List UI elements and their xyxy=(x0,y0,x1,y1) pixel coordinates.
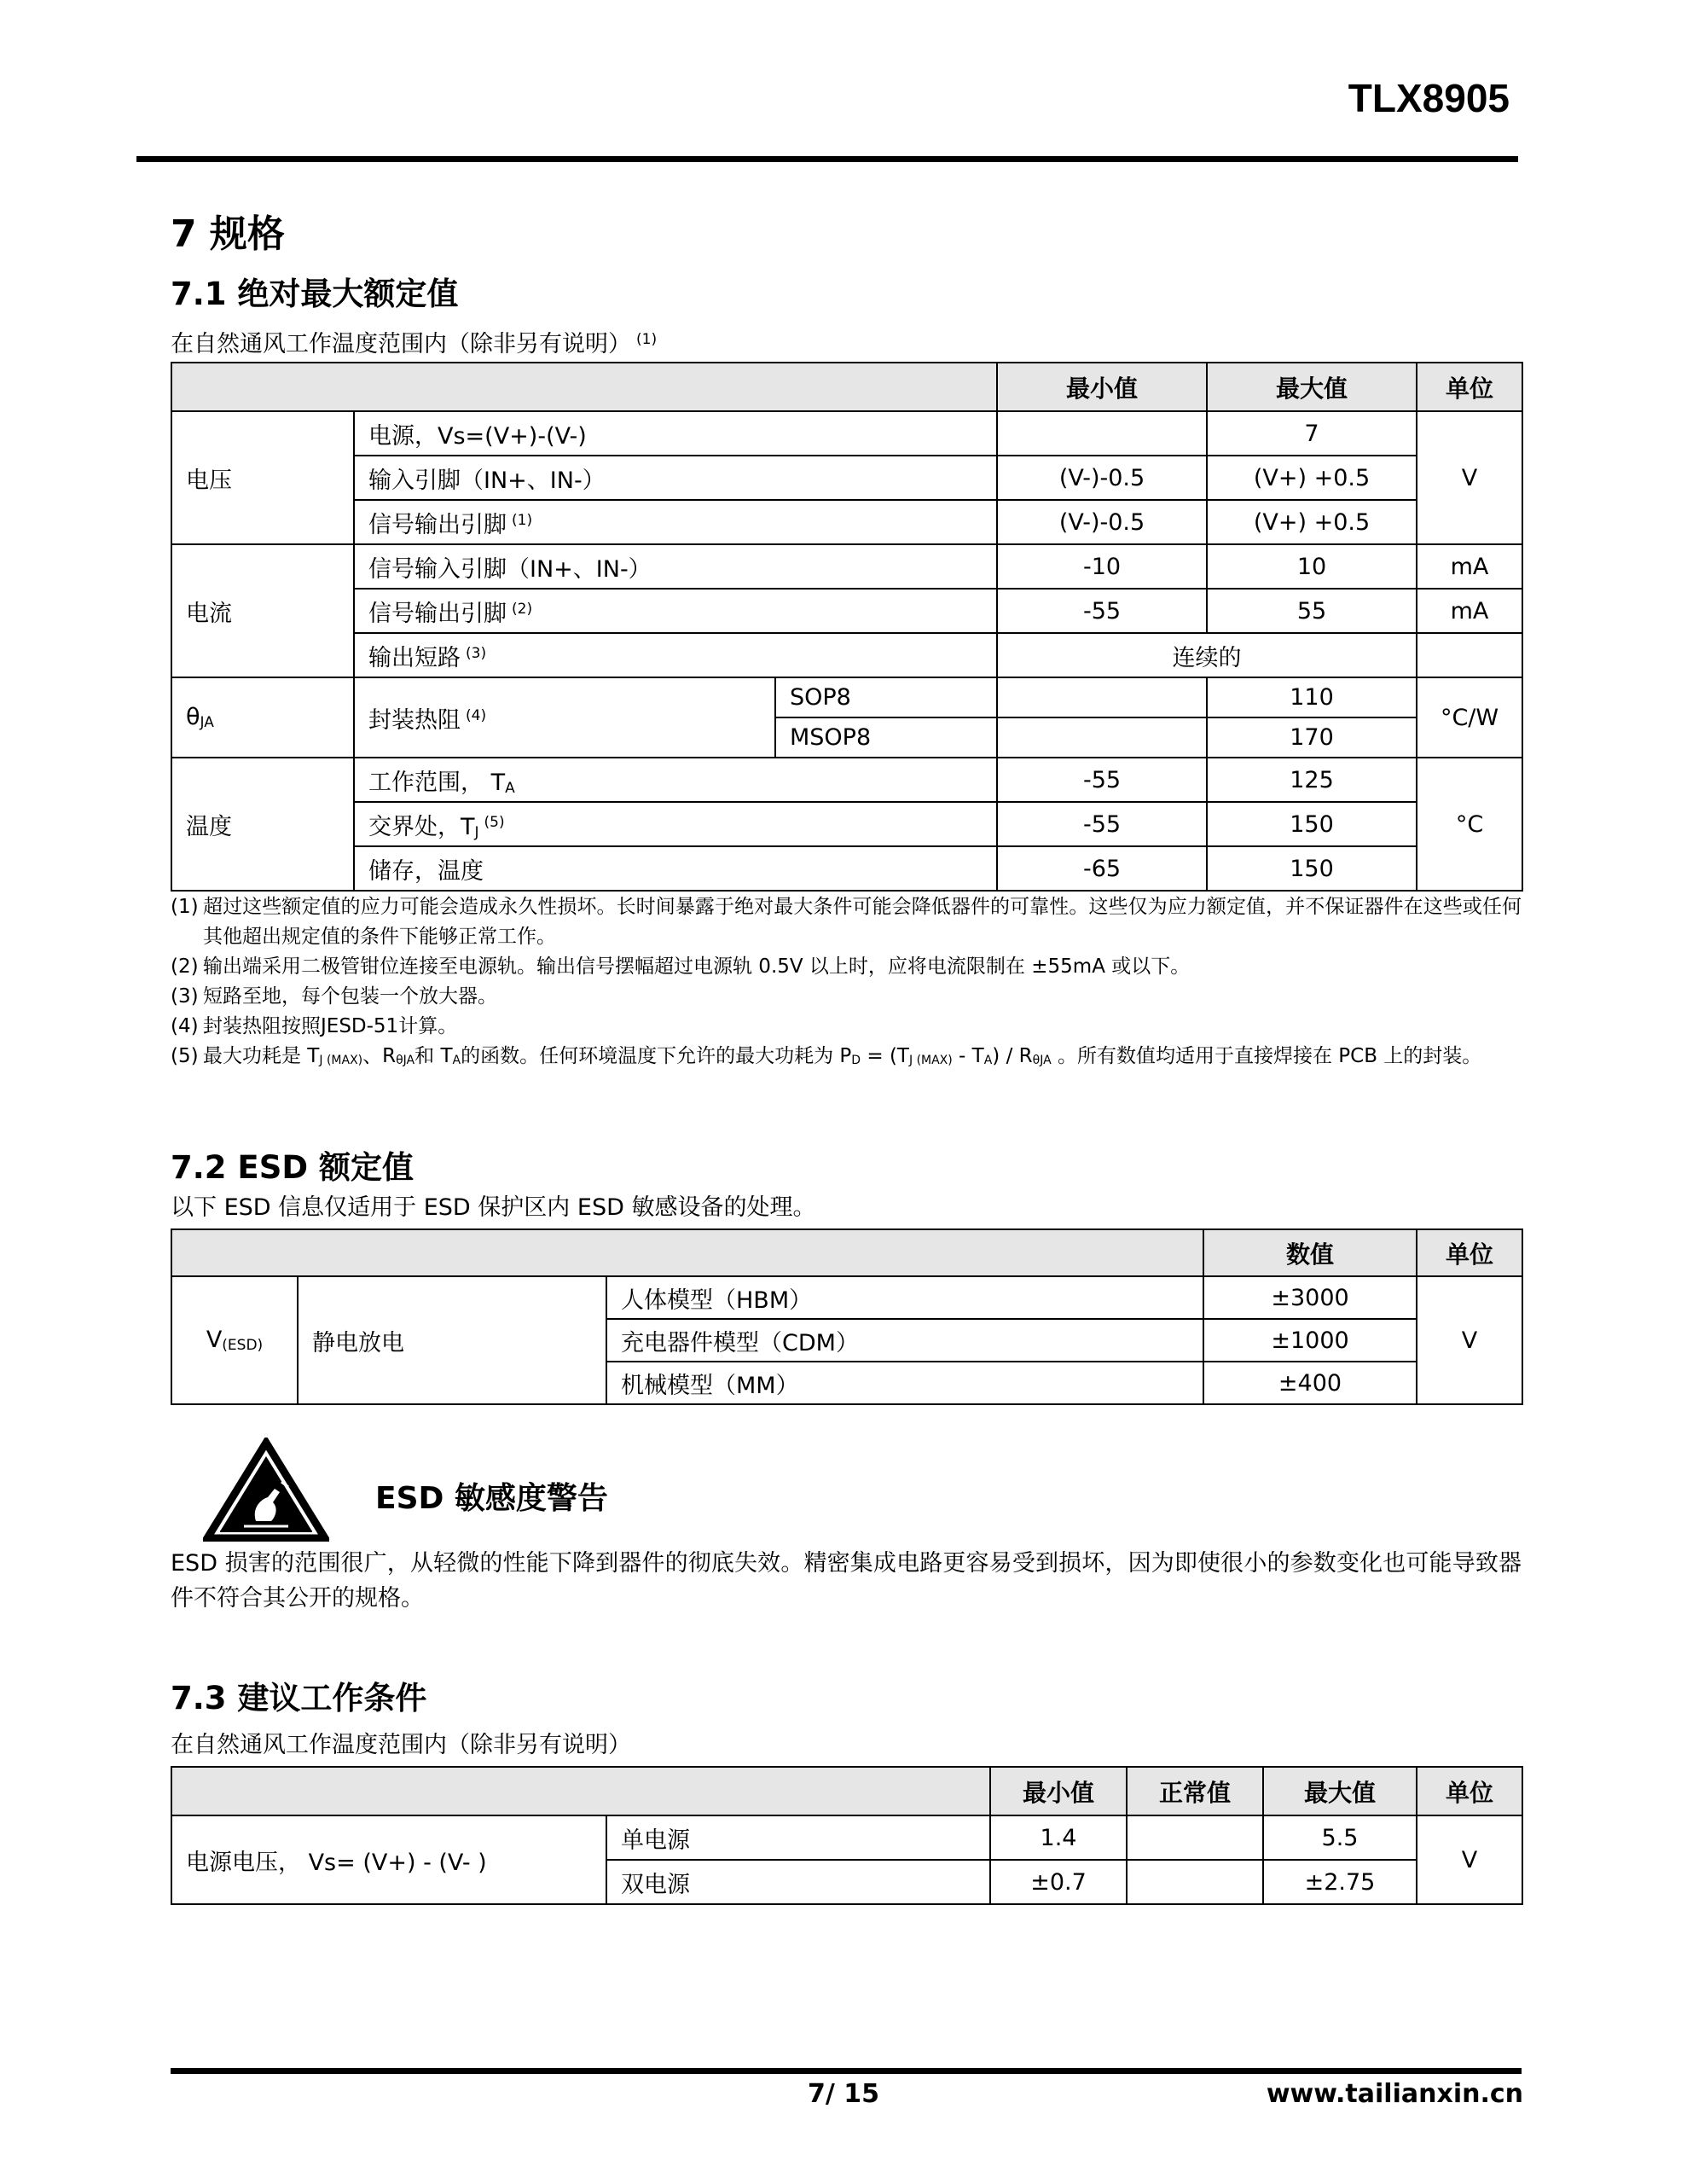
voltage-label: 电压 xyxy=(171,411,354,544)
table-row: 充电器件模型（CDM） ±1000 xyxy=(171,1319,1522,1362)
part-number: TLX8905 xyxy=(1348,76,1510,120)
col-typ: 正常值 xyxy=(1127,1767,1263,1815)
footer-rule xyxy=(171,2068,1522,2074)
note: (4) 封装热阻按照JESD-51计算。 xyxy=(171,1015,458,1037)
note: (3) 短路至地，每个包装一个放大器。 xyxy=(171,985,497,1008)
section-title: 7 规格 xyxy=(171,212,285,256)
table-header-row xyxy=(171,1229,1522,1276)
table-row: 电源电压， Vs= (V+) - (V- ) 单电源 1.4 5.5 V xyxy=(171,1815,1522,1860)
note: (1) 超过这些额定值的应力可能会造成永久性损坏。长时间暴露于绝对最大条件可能会降低器件的可靠性。这些仅为应力额定值，并不保证器件在这些或任何其他超出规定值的条件下能够正常工作。 xyxy=(171,896,1522,948)
table-row: 输出短路 $^{(3)}$ 连续的 xyxy=(171,633,1522,677)
col-unit: 单位 xyxy=(1417,363,1522,411)
table-row: $V_{(ESD)}$ 静电放电 人体模型（HBM） ±3000 V xyxy=(171,1276,1522,1319)
header-rule xyxy=(136,156,1518,162)
rec-op-subtitle: 在自然通风工作温度范围内（除非另有说明） xyxy=(171,1732,631,1758)
col-unit: 单位 xyxy=(1417,1767,1522,1815)
note: (2) 输出端采用二极管钳位连接至电源轨。输出信号摆幅超过电源轨 0.5V 以上时，应将电流限制在 ±55mA 或以下。 xyxy=(171,956,1191,978)
col-unit: 单位 xyxy=(1417,1229,1522,1276)
table-row: 信号输出引脚 $^{(2)}$ -55 55 mA xyxy=(171,589,1522,633)
table-row: 机械模型（MM） ±400 xyxy=(171,1362,1522,1404)
table-row: 信号输出引脚 $^{(1)}$ (V-)-0.5 (V+) +0.5 xyxy=(171,500,1522,544)
esd-warning-icon xyxy=(203,1438,329,1542)
table-header-row xyxy=(171,363,1522,411)
table-row: 双电源 ±0.7 ±2.75 xyxy=(171,1860,1522,1904)
theta-ja: $\theta_{JA}$ xyxy=(171,677,354,758)
table-row: 电压 电源，Vs=(V+)-(V-) 7 V xyxy=(171,411,1522,456)
voltage-unit: V xyxy=(1417,411,1522,544)
table-row: 电流 信号输入引脚（IN+、IN-） -10 10 mA xyxy=(171,544,1522,589)
temperature-label: 温度 xyxy=(171,758,354,891)
table-row: 交界处，$T_J^{(5)}$ -55 150 xyxy=(171,802,1522,846)
esd-ratings-subtitle: 以下 ESD 信息仅适用于 ESD 保护区内 ESD 敏感设备的处理。 xyxy=(171,1194,816,1221)
col-min: 最小值 xyxy=(990,1767,1127,1815)
table-notes xyxy=(171,892,1522,1076)
footer-website: www.tailianxin.cn xyxy=(1266,2079,1523,2109)
col-min: 最小值 xyxy=(997,363,1207,411)
current-label: 电流 xyxy=(171,544,354,677)
esd-warning-title: ESD 敏感度警告 xyxy=(375,1481,608,1516)
abs-max-subtitle: 在自然通风工作温度范围内（除非另有说明） $^{(1)}$ xyxy=(171,331,658,357)
abs-max-title: 7.1 绝对最大额定值 xyxy=(171,276,459,312)
table-row: 输入引脚（IN+、IN-） (V-)-0.5 (V+) +0.5 xyxy=(171,456,1522,500)
table-row: 温度 工作范围， $T_A$ -55 125 °C xyxy=(171,758,1522,802)
abs-max-table xyxy=(171,362,1523,892)
col-max: 最大值 xyxy=(1207,363,1417,411)
table-header-row xyxy=(171,1767,1522,1815)
esd-ratings-title: 7.2 ESD 额定值 xyxy=(171,1149,414,1186)
col-max: 最大值 xyxy=(1263,1767,1417,1815)
rec-op-table xyxy=(171,1766,1523,1905)
table-row: $\theta_{JA}$ 封装热阻 $^{(4)}$ SOP8 110 °C/W xyxy=(171,677,1522,717)
note: (5) 最大功耗是 $T_{J (MAX)}$、$R_{\theta JA}$和 $T_A$的函数。任何环境温度下允许的最大功耗为 $P_D = (T_{J (MAX)} - T_A) / R_{\theta JA}$ 。所有数值均适用于直接焊接在 PCB 上的封装。 xyxy=(171,1045,1482,1067)
rec-op-title: 7.3 建议工作条件 xyxy=(171,1680,427,1716)
col-value: 数值 xyxy=(1203,1229,1417,1276)
esd-ratings-table xyxy=(171,1228,1523,1405)
esd-warning-text: ESD 损害的范围很广，从轻微的性能下降到器件的彻底失效。精密集成电路更容易受到损坏，因为即使很小的参数变化也可能导致器件不符合其公开的规格。 xyxy=(171,1550,1522,1612)
page-number: 7/ 15 xyxy=(807,2079,880,2109)
table-row: MSOP8 170 xyxy=(171,717,1522,758)
esd-symbol: $V_{(ESD)}$ xyxy=(171,1276,298,1404)
table-row: 储存，温度 -65 150 xyxy=(171,846,1522,891)
